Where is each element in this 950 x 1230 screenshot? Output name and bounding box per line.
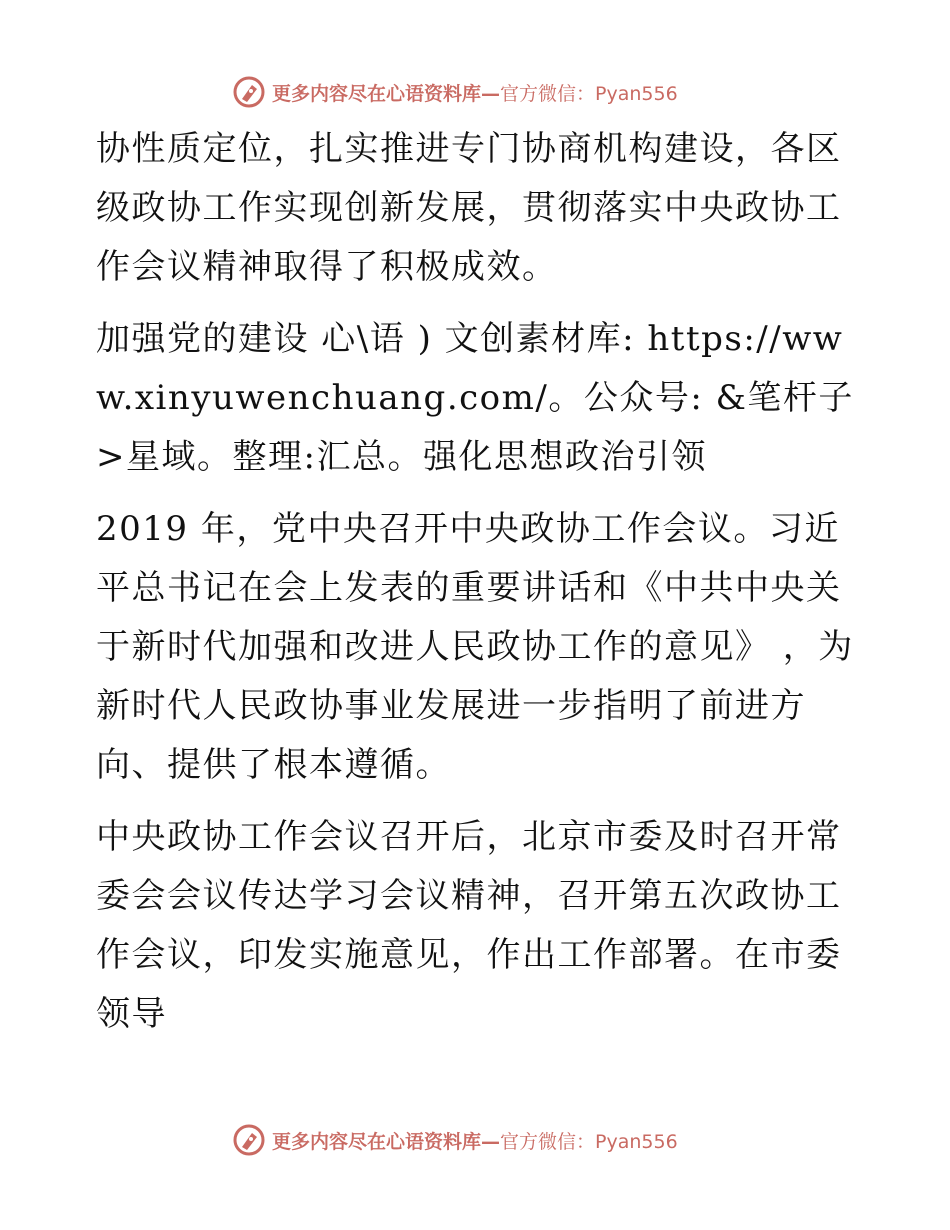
document-body	[96, 120, 856, 1044]
paragraph-3: 2019 年，党中央召开中央政协工作会议。习近平总书记在会上发表的重要讲话和《中共中央关于新时代加强和改进人民政协工作的意见》 ，为新时代人民政协事业发展进一步指明了前进方向、提供了根本遵循。	[96, 509, 854, 785]
pen-nib-seal-icon	[232, 1123, 266, 1157]
watermark-text: 更多内容尽在心语资料库—官方微信：Pyan556	[272, 82, 678, 105]
paragraph-1: 协性质定位，扎实推进专门协商机构建设，各区级政协工作实现创新发展，贯彻落实中央政协工作会议精神取得了积极成效。	[96, 129, 842, 287]
paragraph-2: 加强党的建设 心\语 ) 文创素材库: https://www.xinyuwenchuang.com/。公众号: &笔杆子>星域。整理:汇总。强化思想政治引领	[96, 319, 854, 477]
paragraph-4: 中央政协工作会议召开后，北京市委及时召开常委会会议传达学习会议精神，召开第五次政协工作会议，印发实施意见，作出工作部署。在市委领导	[96, 817, 842, 1034]
footer-watermark	[232, 1120, 752, 1160]
header-watermark	[232, 72, 752, 112]
pen-nib-seal-icon	[232, 75, 266, 109]
watermark-text: 更多内容尽在心语资料库—官方微信：Pyan556	[272, 1130, 678, 1153]
